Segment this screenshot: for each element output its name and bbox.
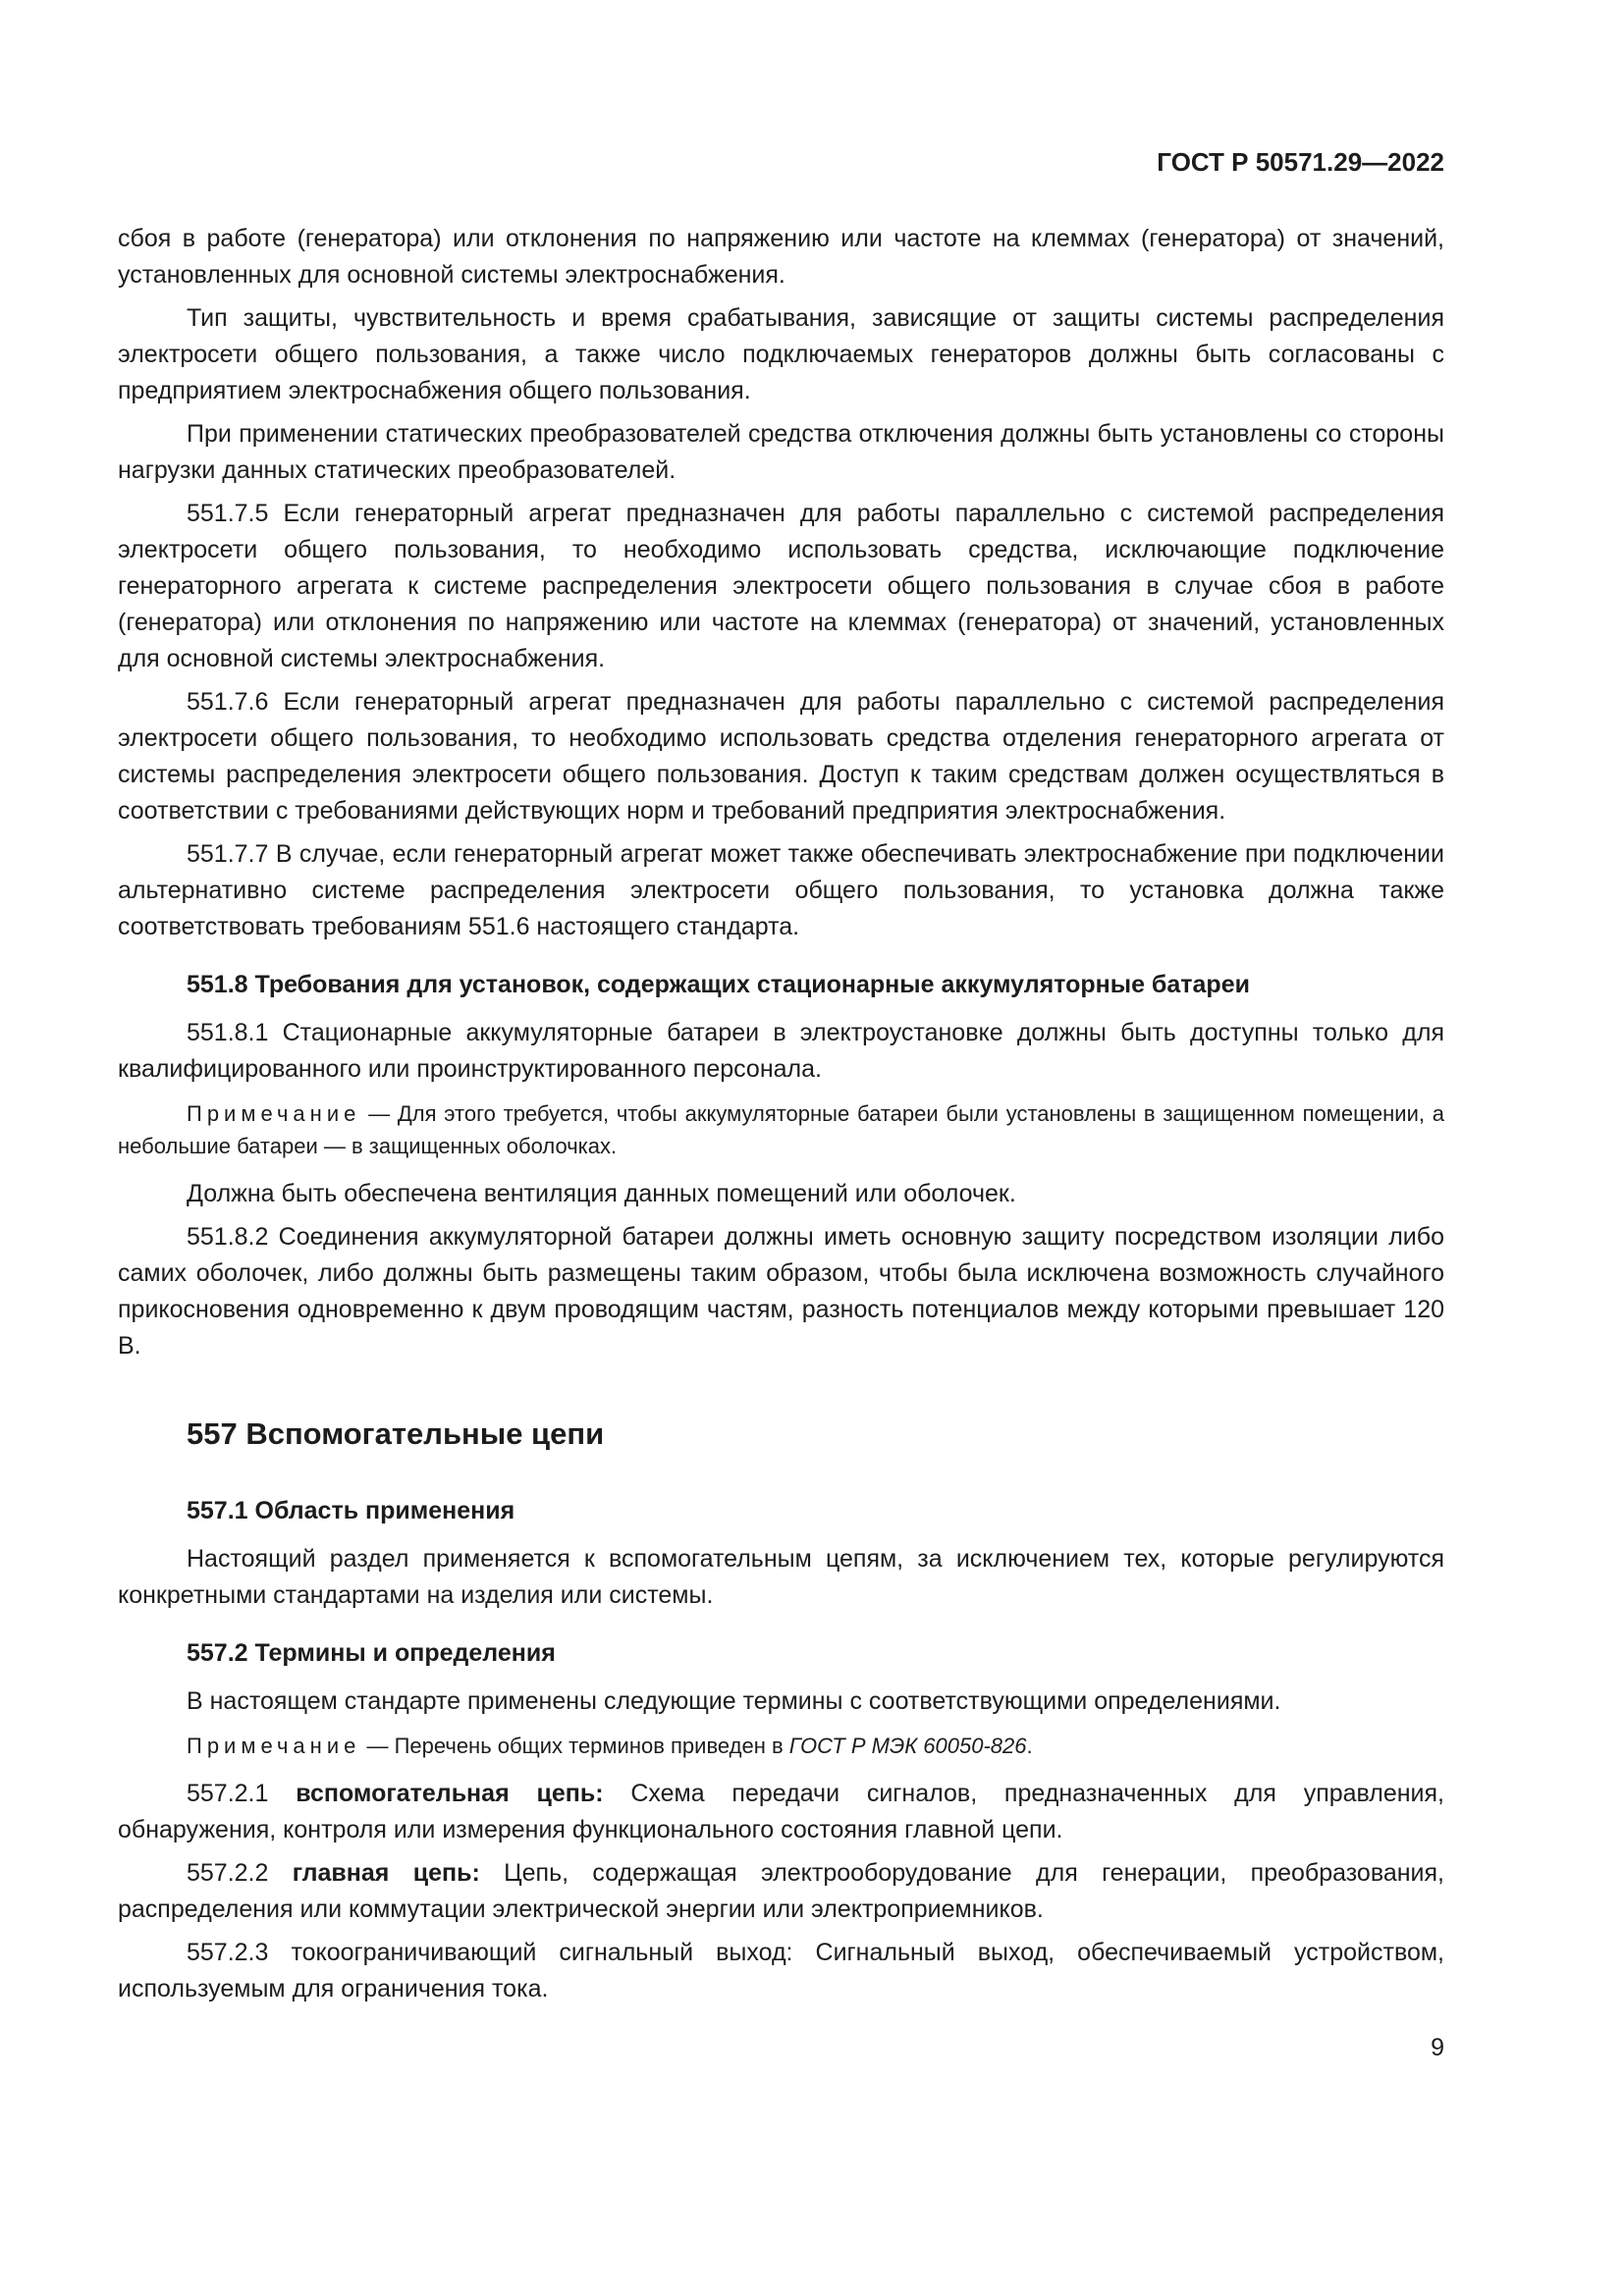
definition-term: главная цепь: bbox=[292, 1859, 480, 1887]
note-terms bbox=[118, 1730, 1444, 1762]
heading-557: 557 Вспомогательные цепи bbox=[187, 1416, 605, 1451]
definition-557-2-1 bbox=[118, 1776, 1444, 1848]
paragraph: Должна быть обеспечена вентиляция данных помещений или оболочек. bbox=[187, 1180, 1016, 1207]
document-header: ГОСТ Р 50571.29—2022 bbox=[1157, 147, 1444, 177]
note-end: . bbox=[1026, 1734, 1033, 1758]
note-label: Примечание bbox=[187, 1101, 361, 1126]
paragraph: Тип защиты, чувствительность и время срабатывания, зависящие от защиты системы распределения электросети общего пользования, а также число подключаемых генераторов должны быть согласованы с предприятием электроснабжения общего пользования. bbox=[118, 304, 1444, 404]
paragraph-551-8-2: 551.8.2 Соединения аккумуляторной батареи должны иметь основную защиту посредством изоляции либо самих оболочек, либо должны быть размещены таким образом, чтобы была исключена возможность случайного прикосновения одновременно к двум проводящим частям, разность потенциалов между которыми превышает 120 В. bbox=[118, 1223, 1444, 1360]
paragraph-551-7-5: 551.7.5 Если генераторный агрегат предназначен для работы параллельно с системой распределения электросети общего пользования, то необходимо использовать средства, исключающие подключение генераторного агрегата к системе распределения электросети общего пользования в случае сбоя в работе (генератора) или отклонения по напряжению или частоте на клеммах (генератора) от значений, установленных для основной системы электроснабжения. bbox=[118, 500, 1444, 672]
paragraph: При применении статических преобразователей средства отключения должны быть установлены со стороны нагрузки данных статических преобразователей. bbox=[118, 420, 1444, 484]
heading-557-2: 557.2 Термины и определения bbox=[187, 1639, 556, 1667]
note-text: — Для этого требуется, чтобы аккумуляторные батареи были установлены в защищенном помещении, а небольшие батареи — в защищенных оболочках. bbox=[118, 1101, 1444, 1158]
note-batteries bbox=[118, 1097, 1444, 1162]
definition-557-2-3: 557.2.3 токоограничивающий сигнальный выход: Сигнальный выход, обеспечиваемый устройством, используемым для ограничения тока. bbox=[118, 1939, 1444, 2002]
definition-number: 557.2.2 bbox=[187, 1859, 293, 1887]
note-label: Примечание bbox=[187, 1734, 361, 1758]
definition-text: Цепь, содержащая электрооборудование для генерации, преобразования, распределения или коммутации электрической энергии или электроприемников. bbox=[118, 1859, 1444, 1923]
document-body bbox=[118, 221, 1444, 2014]
note-text: — Перечень общих терминов приведен в bbox=[360, 1734, 789, 1758]
page-number: 9 bbox=[1431, 2034, 1444, 2061]
heading-557-1: 557.1 Область применения bbox=[187, 1497, 515, 1524]
definition-term: вспомогательная цепь: bbox=[296, 1780, 604, 1807]
definition-text: Схема передачи сигналов, предназначенных для управления, обнаружения, контроля или измерения функционального состояния главной цепи. bbox=[118, 1780, 1444, 1843]
paragraph-551-7-6: 551.7.6 Если генераторный агрегат предназначен для работы параллельно с системой распределения электросети общего пользования, то необходимо использовать средства отделения генераторного агрегата от системы распределения электросети общего пользования. Доступ к таким средствам должен осуществляться в соответствии с требованиями действующих норм и требований предприятия электроснабжения. bbox=[118, 688, 1444, 825]
definition-557-2-2 bbox=[118, 1855, 1444, 1928]
paragraph: В настоящем стандарте применены следующие термины с соответствующими определениями. bbox=[187, 1687, 1281, 1715]
paragraph-551-8-1: 551.8.1 Стационарные аккумуляторные батареи в электроустановке должны быть доступны только для квалифицированного или проинструктированного персонала. bbox=[118, 1019, 1444, 1083]
paragraph: сбоя в работе (генератора) или отклонения по напряжению или частоте на клеммах (генератора) от значений, установленных для основной системы электроснабжения. bbox=[118, 225, 1444, 289]
note-reference: ГОСТ Р МЭК 60050-826 bbox=[788, 1734, 1027, 1758]
definition-number: 557.2.1 bbox=[187, 1780, 297, 1807]
paragraph: Настоящий раздел применяется к вспомогательным цепям, за исключением тех, которые регулируются конкретными стандартами на изделия или системы. bbox=[118, 1545, 1444, 1609]
paragraph-551-7-7: 551.7.7 В случае, если генераторный агрегат может также обеспечивать электроснабжение при подключении альтернативно системе распределения электросети общего пользования, то установка должна также соответствовать требованиям 551.6 настоящего стандарта. bbox=[118, 840, 1444, 940]
heading-551-8: 551.8 Требования для установок, содержащих стационарные аккумуляторные батареи bbox=[187, 971, 1250, 998]
